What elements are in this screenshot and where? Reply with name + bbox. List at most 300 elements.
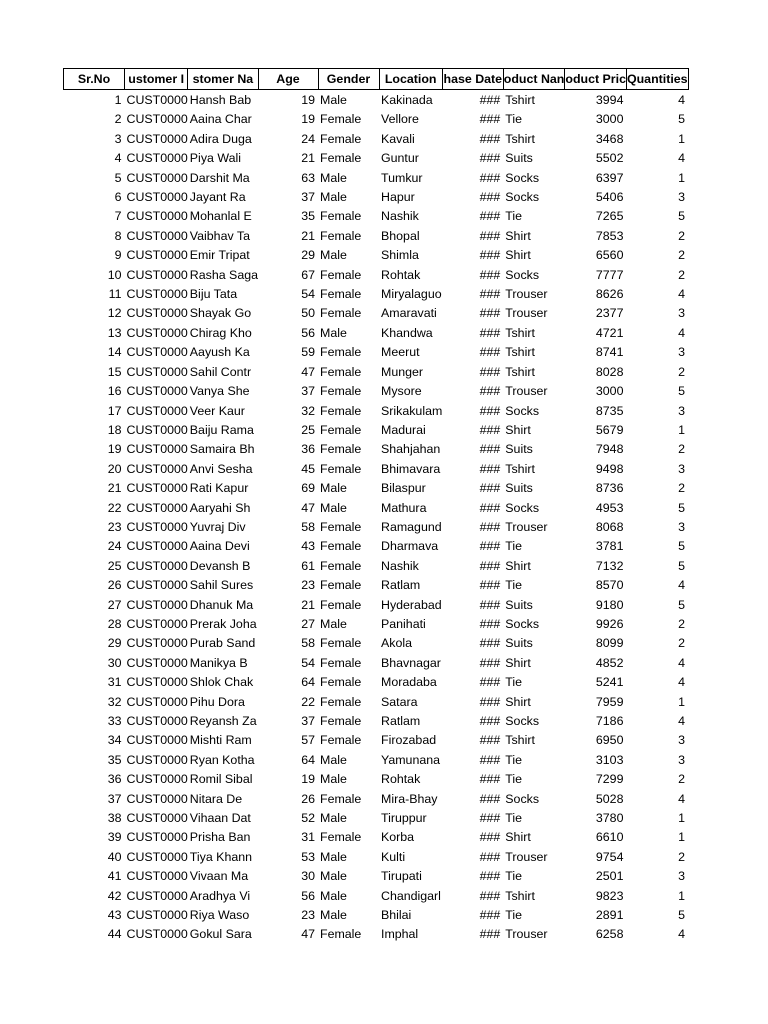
cell-customer-id[interactable]: CUST0000: [126, 558, 188, 573]
cell-age[interactable]: 19: [301, 93, 315, 107]
cell-product-price[interactable]: 5406: [595, 190, 624, 205]
cell-product-price[interactable]: 8736: [595, 481, 624, 496]
cell-customer-id[interactable]: CUST0000: [126, 519, 188, 534]
cell-customer-name[interactable]: Nitara De: [189, 791, 243, 806]
cell-sr-no[interactable]: 9: [114, 248, 122, 263]
cell-gender[interactable]: Male: [320, 500, 347, 515]
cell-age[interactable]: 52: [301, 811, 315, 826]
cell-location[interactable]: Tumkur: [381, 170, 423, 185]
cell-product-price[interactable]: 3994: [595, 93, 624, 107]
cell-gender[interactable]: Female: [320, 636, 362, 651]
cell-customer-name[interactable]: Pihu Dora: [189, 694, 245, 709]
cell-quantities[interactable]: 2: [678, 364, 686, 379]
cell-purchase-date[interactable]: ###: [479, 306, 501, 321]
cell-product-price[interactable]: 6610: [595, 830, 624, 845]
cell-product-price[interactable]: 9754: [595, 849, 624, 864]
cell-location[interactable]: Mysore: [381, 384, 422, 399]
cell-gender[interactable]: Male: [320, 908, 347, 923]
cell-gender[interactable]: Female: [320, 151, 362, 166]
cell-sr-no[interactable]: 21: [107, 481, 122, 496]
cell-customer-name[interactable]: Rati Kapur: [189, 481, 249, 496]
cell-customer-name[interactable]: Rasha Saga: [189, 267, 258, 282]
cell-product-price[interactable]: 8626: [595, 287, 624, 302]
cell-purchase-date[interactable]: ###: [479, 151, 501, 166]
cell-location[interactable]: Rohtak: [381, 267, 421, 282]
cell-quantities[interactable]: 5: [678, 500, 686, 515]
cell-customer-name[interactable]: Vanya She: [189, 384, 250, 399]
cell-product-name[interactable]: Socks: [505, 500, 540, 515]
cell-customer-name[interactable]: Prerak Joha: [189, 616, 257, 631]
cell-location[interactable]: Amaravati: [381, 306, 437, 321]
cell-product-name[interactable]: Socks: [505, 403, 540, 418]
cell-quantities[interactable]: 5: [678, 384, 686, 399]
cell-location[interactable]: Rohtak: [381, 772, 421, 787]
cell-sr-no[interactable]: 27: [107, 597, 122, 612]
cell-age[interactable]: 56: [301, 325, 315, 340]
cell-sr-no[interactable]: 42: [107, 888, 122, 903]
cell-quantities[interactable]: 3: [678, 403, 686, 418]
cell-product-name[interactable]: Tshirt: [505, 131, 535, 146]
cell-customer-name[interactable]: Chirag Kho: [189, 325, 252, 340]
cell-product-name[interactable]: Socks: [505, 190, 540, 205]
cell-quantities[interactable]: 2: [678, 772, 686, 787]
cell-customer-id[interactable]: CUST0000: [126, 869, 188, 884]
cell-location[interactable]: Panihati: [381, 616, 426, 631]
cell-product-name[interactable]: Tshirt: [505, 325, 535, 340]
cell-quantities[interactable]: 5: [678, 112, 686, 127]
cell-purchase-date[interactable]: ###: [479, 558, 501, 573]
cell-location[interactable]: Satara: [381, 694, 418, 709]
cell-gender[interactable]: Female: [320, 578, 362, 593]
cell-purchase-date[interactable]: ###: [479, 228, 501, 243]
cell-customer-id[interactable]: CUST0000: [126, 131, 188, 146]
header-quantities[interactable]: Quantities: [626, 69, 688, 90]
cell-product-name[interactable]: Tshirt: [505, 733, 535, 748]
cell-age[interactable]: 19: [301, 112, 315, 127]
cell-quantities[interactable]: 4: [678, 578, 686, 593]
cell-customer-name[interactable]: Devansh B: [189, 558, 251, 573]
cell-sr-no[interactable]: 39: [107, 830, 122, 845]
cell-gender[interactable]: Female: [320, 461, 362, 476]
cell-purchase-date[interactable]: ###: [479, 519, 501, 534]
cell-purchase-date[interactable]: ###: [479, 811, 501, 826]
cell-customer-id[interactable]: CUST0000: [126, 714, 188, 728]
cell-product-price[interactable]: 8068: [595, 519, 624, 534]
cell-sr-no[interactable]: 25: [107, 558, 122, 573]
cell-sr-no[interactable]: 40: [107, 849, 122, 864]
cell-purchase-date[interactable]: ###: [479, 791, 501, 806]
cell-purchase-date[interactable]: ###: [479, 830, 501, 845]
cell-gender[interactable]: Male: [320, 190, 347, 205]
cell-customer-id[interactable]: CUST0000: [126, 578, 188, 593]
cell-location[interactable]: Srikakulam: [381, 403, 443, 418]
cell-customer-id[interactable]: CUST0000: [126, 248, 188, 263]
cell-customer-name[interactable]: Riya Waso: [189, 908, 250, 923]
cell-product-price[interactable]: 6258: [595, 927, 624, 942]
cell-product-name[interactable]: Tie: [505, 908, 523, 923]
cell-quantities[interactable]: 3: [678, 190, 686, 205]
cell-purchase-date[interactable]: ###: [479, 500, 501, 515]
cell-product-name[interactable]: Socks: [505, 170, 540, 185]
cell-product-name[interactable]: Tie: [505, 112, 523, 127]
cell-purchase-date[interactable]: ###: [479, 422, 501, 437]
cell-product-name[interactable]: Trouser: [505, 306, 548, 321]
cell-quantities[interactable]: 3: [678, 461, 686, 476]
cell-sr-no[interactable]: 32: [107, 694, 122, 709]
cell-age[interactable]: 67: [301, 267, 315, 282]
cell-age[interactable]: 37: [301, 714, 315, 728]
cell-customer-id[interactable]: CUST0000: [126, 151, 188, 166]
cell-product-price[interactable]: 7948: [595, 442, 624, 457]
cell-product-name[interactable]: Tie: [505, 578, 523, 593]
cell-purchase-date[interactable]: ###: [479, 403, 501, 418]
cell-product-name[interactable]: Tshirt: [505, 364, 535, 379]
cell-gender[interactable]: Female: [320, 112, 362, 127]
cell-purchase-date[interactable]: ###: [479, 364, 501, 379]
cell-product-price[interactable]: 4721: [595, 325, 624, 340]
cell-sr-no[interactable]: 14: [107, 345, 122, 360]
cell-gender[interactable]: Female: [320, 228, 362, 243]
cell-gender[interactable]: Female: [320, 131, 362, 146]
cell-customer-name[interactable]: Emir Tripat: [189, 248, 250, 263]
cell-customer-id[interactable]: CUST0000: [126, 345, 188, 360]
cell-purchase-date[interactable]: ###: [479, 655, 501, 670]
cell-customer-id[interactable]: CUST0000: [126, 791, 188, 806]
header-age[interactable]: Age: [258, 69, 318, 90]
cell-location[interactable]: Dharmava: [381, 539, 439, 554]
cell-gender[interactable]: Male: [320, 811, 347, 826]
cell-gender[interactable]: Male: [320, 616, 347, 631]
cell-product-name[interactable]: Socks: [505, 616, 540, 631]
cell-product-name[interactable]: Tshirt: [505, 93, 535, 107]
cell-customer-id[interactable]: CUST0000: [126, 228, 188, 243]
header-sr-no[interactable]: Sr.No: [64, 69, 125, 90]
cell-customer-name[interactable]: Vaibhav Ta: [189, 228, 250, 243]
cell-purchase-date[interactable]: ###: [479, 752, 501, 767]
cell-sr-no[interactable]: 20: [107, 461, 122, 476]
cell-product-name[interactable]: Shirt: [505, 830, 531, 845]
cell-sr-no[interactable]: 11: [108, 287, 122, 302]
cell-customer-name[interactable]: Manikya B: [189, 655, 248, 670]
cell-purchase-date[interactable]: ###: [479, 927, 501, 942]
cell-age[interactable]: 35: [301, 209, 315, 224]
cell-sr-no[interactable]: 17: [107, 403, 122, 418]
cell-sr-no[interactable]: 13: [107, 325, 122, 340]
cell-gender[interactable]: Male: [320, 849, 347, 864]
cell-gender[interactable]: Female: [320, 927, 362, 942]
cell-customer-name[interactable]: Aayush Ka: [189, 345, 250, 360]
cell-customer-name[interactable]: Tiya Khann: [189, 849, 253, 864]
cell-sr-no[interactable]: 7: [114, 209, 122, 224]
cell-quantities[interactable]: 5: [678, 908, 686, 923]
cell-customer-id[interactable]: CUST0000: [126, 539, 188, 554]
cell-quantities[interactable]: 4: [678, 791, 686, 806]
cell-age[interactable]: 31: [301, 830, 315, 845]
cell-customer-name[interactable]: Adira Duga: [189, 131, 252, 146]
cell-gender[interactable]: Female: [320, 384, 362, 399]
cell-location[interactable]: Korba: [381, 830, 415, 845]
cell-product-price[interactable]: 8735: [595, 403, 624, 418]
cell-sr-no[interactable]: 2: [114, 112, 122, 127]
cell-age[interactable]: 19: [301, 772, 315, 787]
cell-quantities[interactable]: 2: [678, 616, 686, 631]
cell-customer-name[interactable]: Aaina Char: [189, 112, 252, 127]
cell-gender[interactable]: Female: [320, 675, 362, 690]
cell-sr-no[interactable]: 44: [107, 927, 122, 942]
cell-customer-name[interactable]: Gokul Sara: [189, 927, 252, 942]
cell-customer-id[interactable]: CUST0000: [126, 190, 188, 205]
cell-gender[interactable]: Female: [320, 830, 362, 845]
cell-customer-name[interactable]: Prisha Ban: [189, 830, 251, 845]
cell-sr-no[interactable]: 22: [107, 500, 122, 515]
cell-location[interactable]: Munger: [381, 364, 424, 379]
cell-sr-no[interactable]: 41: [107, 869, 122, 884]
cell-location[interactable]: Imphal: [381, 927, 419, 942]
cell-age[interactable]: 30: [301, 869, 315, 884]
cell-quantities[interactable]: 2: [678, 481, 686, 496]
cell-gender[interactable]: Male: [320, 888, 347, 903]
cell-product-price[interactable]: 6950: [595, 733, 624, 748]
cell-age[interactable]: 56: [301, 888, 315, 903]
cell-product-price[interactable]: 6397: [595, 170, 624, 185]
cell-product-name[interactable]: Shirt: [505, 558, 531, 573]
cell-customer-id[interactable]: CUST0000: [126, 384, 188, 399]
cell-customer-name[interactable]: Shayak Go: [189, 306, 252, 321]
cell-quantities[interactable]: 2: [678, 228, 686, 243]
cell-product-price[interactable]: 3780: [595, 811, 624, 826]
cell-sr-no[interactable]: 4: [114, 151, 122, 166]
cell-location[interactable]: Mira-Bhay: [381, 791, 438, 806]
cell-age[interactable]: 45: [301, 461, 315, 476]
cell-quantities[interactable]: 1: [678, 888, 686, 903]
cell-customer-id[interactable]: CUST0000: [126, 888, 188, 903]
cell-location[interactable]: Miryalaguo: [381, 287, 442, 302]
cell-age[interactable]: 64: [301, 752, 315, 767]
cell-quantities[interactable]: 3: [678, 733, 686, 748]
cell-customer-name[interactable]: Hansh Bab: [189, 93, 252, 107]
cell-gender[interactable]: Female: [320, 655, 362, 670]
cell-purchase-date[interactable]: ###: [479, 209, 501, 224]
cell-customer-id[interactable]: CUST0000: [126, 287, 188, 302]
cell-quantities[interactable]: 2: [678, 267, 686, 282]
cell-location[interactable]: Firozabad: [381, 733, 437, 748]
cell-sr-no[interactable]: 43: [107, 908, 122, 923]
cell-customer-name[interactable]: Yuvraj Div: [189, 519, 246, 534]
cell-sr-no[interactable]: 5: [114, 170, 122, 185]
cell-age[interactable]: 50: [301, 306, 315, 321]
cell-product-name[interactable]: Tie: [505, 539, 523, 554]
cell-sr-no[interactable]: 30: [107, 655, 122, 670]
cell-age[interactable]: 29: [301, 248, 315, 263]
cell-purchase-date[interactable]: ###: [479, 325, 501, 340]
cell-location[interactable]: Shahjahan: [381, 442, 441, 457]
cell-product-name[interactable]: Trouser: [505, 384, 548, 399]
cell-product-price[interactable]: 6560: [595, 248, 624, 263]
cell-customer-id[interactable]: CUST0000: [126, 112, 188, 127]
cell-sr-no[interactable]: 1: [114, 93, 122, 107]
cell-quantities[interactable]: 2: [678, 636, 686, 651]
header-customer-id[interactable]: ustomer I: [125, 69, 188, 90]
cell-customer-name[interactable]: Jayant Ra: [189, 190, 246, 205]
cell-purchase-date[interactable]: ###: [479, 578, 501, 593]
cell-age[interactable]: 26: [301, 791, 315, 806]
cell-purchase-date[interactable]: ###: [479, 481, 501, 496]
cell-location[interactable]: Nashik: [381, 558, 419, 573]
cell-quantities[interactable]: 3: [678, 306, 686, 321]
cell-purchase-date[interactable]: ###: [479, 772, 501, 787]
cell-purchase-date[interactable]: ###: [479, 616, 501, 631]
cell-age[interactable]: 25: [301, 422, 315, 437]
cell-sr-no[interactable]: 38: [107, 811, 122, 826]
cell-product-price[interactable]: 9926: [595, 616, 624, 631]
cell-customer-id[interactable]: CUST0000: [126, 597, 188, 612]
cell-age[interactable]: 54: [301, 287, 315, 302]
cell-age[interactable]: 22: [301, 694, 315, 709]
cell-gender[interactable]: Female: [320, 422, 362, 437]
cell-quantities[interactable]: 3: [678, 345, 686, 360]
cell-purchase-date[interactable]: ###: [479, 849, 501, 864]
cell-customer-id[interactable]: CUST0000: [126, 267, 188, 282]
cell-purchase-date[interactable]: ###: [479, 714, 501, 728]
cell-product-price[interactable]: 7959: [595, 694, 624, 709]
cell-gender[interactable]: Female: [320, 558, 362, 573]
cell-customer-id[interactable]: CUST0000: [126, 772, 188, 787]
cell-location[interactable]: Yamunana: [381, 752, 441, 767]
cell-customer-name[interactable]: Sahil Contr: [189, 364, 252, 379]
cell-quantities[interactable]: 2: [678, 849, 686, 864]
cell-product-name[interactable]: Tie: [505, 675, 523, 690]
cell-purchase-date[interactable]: ###: [479, 93, 501, 107]
cell-product-price[interactable]: 8741: [595, 345, 624, 360]
cell-location[interactable]: Kulti: [381, 849, 406, 864]
cell-customer-name[interactable]: Purab Sand: [189, 636, 256, 651]
cell-quantities[interactable]: 4: [678, 675, 686, 690]
cell-product-name[interactable]: Trouser: [505, 927, 548, 942]
cell-customer-name[interactable]: Aradhya Vi: [189, 888, 251, 903]
cell-purchase-date[interactable]: ###: [479, 442, 501, 457]
cell-quantities[interactable]: 5: [678, 539, 686, 554]
cell-product-price[interactable]: 5241: [595, 675, 624, 690]
cell-age[interactable]: 61: [301, 558, 315, 573]
cell-product-price[interactable]: 5679: [595, 422, 624, 437]
cell-age[interactable]: 21: [301, 597, 315, 612]
cell-customer-id[interactable]: CUST0000: [126, 636, 188, 651]
cell-purchase-date[interactable]: ###: [479, 248, 501, 263]
cell-product-name[interactable]: Socks: [505, 791, 540, 806]
cell-product-name[interactable]: Suits: [505, 636, 533, 651]
cell-location[interactable]: Vellore: [381, 112, 419, 127]
cell-gender[interactable]: Female: [320, 539, 362, 554]
cell-product-price[interactable]: 4953: [595, 500, 624, 515]
cell-quantities[interactable]: 1: [678, 811, 686, 826]
cell-product-name[interactable]: Shirt: [505, 655, 531, 670]
cell-customer-id[interactable]: CUST0000: [126, 733, 188, 748]
cell-product-name[interactable]: Tshirt: [505, 345, 535, 360]
cell-sr-no[interactable]: 6: [114, 190, 122, 205]
cell-quantities[interactable]: 5: [678, 558, 686, 573]
cell-gender[interactable]: Female: [320, 791, 362, 806]
cell-gender[interactable]: Male: [320, 772, 347, 787]
cell-age[interactable]: 23: [301, 578, 315, 593]
cell-product-name[interactable]: Suits: [505, 151, 533, 166]
cell-quantities[interactable]: 4: [678, 287, 686, 302]
cell-quantities[interactable]: 4: [678, 325, 686, 340]
header-gender[interactable]: Gender: [318, 69, 379, 90]
cell-product-name[interactable]: Shirt: [505, 694, 531, 709]
cell-customer-id[interactable]: CUST0000: [126, 306, 188, 321]
cell-quantities[interactable]: 2: [678, 248, 686, 263]
cell-location[interactable]: Khandwa: [381, 325, 433, 340]
cell-sr-no[interactable]: 26: [107, 578, 122, 593]
cell-product-name[interactable]: Tie: [505, 869, 523, 884]
cell-location[interactable]: Chandigarl: [381, 888, 441, 903]
cell-age[interactable]: 64: [301, 675, 315, 690]
cell-location[interactable]: Meerut: [381, 345, 420, 360]
cell-age[interactable]: 69: [301, 481, 315, 496]
cell-customer-name[interactable]: Romil Sibal: [189, 772, 253, 787]
cell-gender[interactable]: Female: [320, 287, 362, 302]
cell-purchase-date[interactable]: ###: [479, 170, 501, 185]
cell-quantities[interactable]: 3: [678, 752, 686, 767]
cell-customer-id[interactable]: CUST0000: [126, 461, 188, 476]
cell-product-name[interactable]: Suits: [505, 481, 533, 496]
header-customer-name[interactable]: stomer Na: [188, 69, 258, 90]
header-purchase-date[interactable]: hase Date: [442, 69, 503, 90]
cell-sr-no[interactable]: 33: [107, 714, 122, 728]
cell-gender[interactable]: Female: [320, 345, 362, 360]
cell-customer-id[interactable]: CUST0000: [126, 675, 188, 690]
cell-customer-name[interactable]: Mishti Ram: [189, 733, 252, 748]
cell-gender[interactable]: Female: [320, 209, 362, 224]
cell-customer-name[interactable]: Anvi Sesha: [189, 461, 253, 476]
cell-quantities[interactable]: 1: [678, 131, 686, 146]
cell-gender[interactable]: Female: [320, 694, 362, 709]
cell-product-price[interactable]: 9823: [595, 888, 624, 903]
cell-customer-name[interactable]: Veer Kaur: [189, 403, 245, 418]
cell-product-price[interactable]: 7299: [595, 772, 624, 787]
cell-location[interactable]: Hapur: [381, 190, 415, 205]
cell-location[interactable]: Bilaspur: [381, 481, 426, 496]
cell-product-name[interactable]: Suits: [505, 442, 533, 457]
cell-age[interactable]: 54: [301, 655, 315, 670]
cell-location[interactable]: Mathura: [381, 500, 427, 515]
cell-quantities[interactable]: 4: [678, 151, 686, 166]
cell-gender[interactable]: Male: [320, 325, 347, 340]
cell-sr-no[interactable]: 37: [107, 791, 122, 806]
cell-location[interactable]: Akola: [381, 636, 412, 651]
cell-purchase-date[interactable]: ###: [479, 597, 501, 612]
cell-gender[interactable]: Female: [320, 597, 362, 612]
cell-location[interactable]: Tiruppur: [381, 811, 427, 826]
cell-sr-no[interactable]: 28: [107, 616, 122, 631]
cell-location[interactable]: Moradaba: [381, 675, 437, 690]
cell-sr-no[interactable]: 24: [107, 539, 122, 554]
cell-purchase-date[interactable]: ###: [479, 908, 501, 923]
cell-location[interactable]: Tirupati: [381, 869, 422, 884]
cell-purchase-date[interactable]: ###: [479, 888, 501, 903]
cell-customer-id[interactable]: CUST0000: [126, 694, 188, 709]
cell-customer-name[interactable]: Aaina Devi: [189, 539, 250, 554]
cell-product-price[interactable]: 3000: [595, 384, 624, 399]
cell-gender[interactable]: Female: [320, 364, 362, 379]
cell-location[interactable]: Kakinada: [381, 93, 433, 107]
cell-gender[interactable]: Female: [320, 403, 362, 418]
cell-product-name[interactable]: Tie: [505, 772, 523, 787]
cell-purchase-date[interactable]: ###: [479, 694, 501, 709]
cell-customer-name[interactable]: Shlok Chak: [189, 675, 254, 690]
cell-purchase-date[interactable]: ###: [479, 636, 501, 651]
cell-product-price[interactable]: 8028: [595, 364, 624, 379]
